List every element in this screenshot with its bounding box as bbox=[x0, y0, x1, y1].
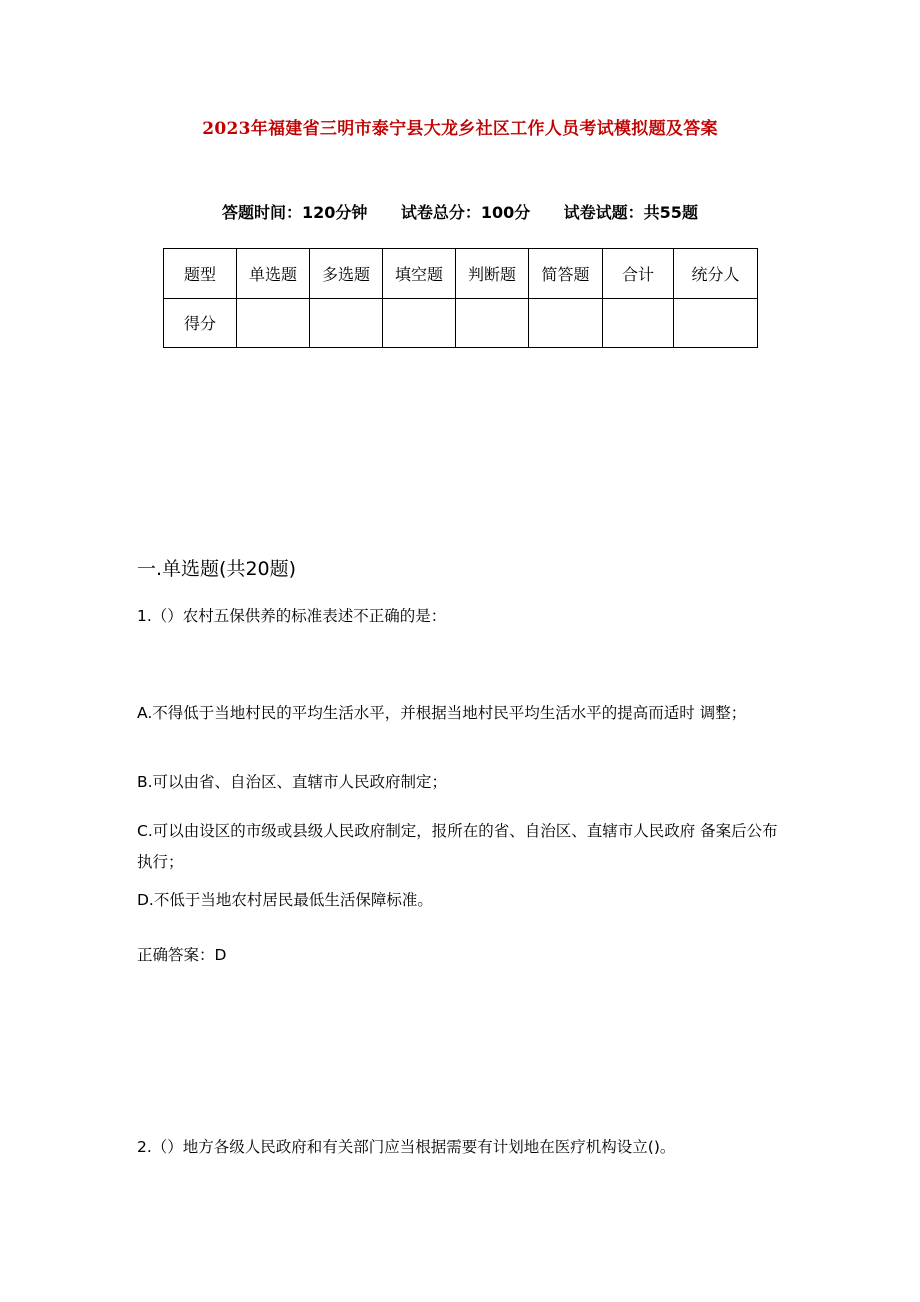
option-c: C.可以由设区的市级或县级人民政府制定，报所在的省、自治区、直辖市人民政府 备案后公布执行； bbox=[137, 822, 778, 871]
question-stem: 1.（）农村五保供养的标准表述不正确的是： bbox=[137, 607, 447, 625]
score-cell bbox=[383, 298, 456, 348]
option-b: B.可以由省、自治区、直辖市人民政府制定； bbox=[137, 773, 448, 791]
score-table bbox=[163, 248, 758, 348]
document-title: 2023年福建省三明市泰宁县大龙乡社区工作人员考试模拟题及答案 bbox=[202, 119, 718, 139]
score-row-label: 得分 bbox=[164, 298, 237, 348]
score-cell bbox=[603, 298, 674, 348]
score-cell bbox=[674, 298, 758, 348]
answer-line: 正确答案：D bbox=[137, 946, 227, 964]
option-d: D.不低于当地农村居民最低生活保障标准。 bbox=[137, 891, 433, 909]
score-table-header-row bbox=[164, 249, 758, 299]
option-a: A.不得低于当地村民的平均生活水平，并根据当地村民平均生活水平的提高而适时 调整； bbox=[137, 704, 747, 722]
score-cell bbox=[310, 298, 383, 348]
score-table-score-row bbox=[164, 298, 758, 348]
score-cell bbox=[456, 298, 529, 348]
header-cell-grader: 统分人 bbox=[674, 249, 758, 299]
header-cell-fill: 填空题 bbox=[383, 249, 456, 299]
section-heading: 一.单选题(共20题) bbox=[137, 558, 297, 580]
header-cell-total: 合计 bbox=[603, 249, 674, 299]
question-stem: 2.（）地方各级人民政府和有关部门应当根据需要有计划地在医疗机构设立()。 bbox=[137, 1138, 676, 1156]
score-cell bbox=[529, 298, 603, 348]
header-cell-single: 单选题 bbox=[237, 249, 310, 299]
header-cell-judge: 判断题 bbox=[456, 249, 529, 299]
header-cell-multi: 多选题 bbox=[310, 249, 383, 299]
header-cell-short: 简答题 bbox=[529, 249, 603, 299]
header-cell-type: 题型 bbox=[164, 249, 237, 299]
exam-meta: 答题时间：120分钟 试卷总分：100分 试卷试题：共55题 bbox=[222, 203, 698, 222]
score-cell bbox=[237, 298, 310, 348]
